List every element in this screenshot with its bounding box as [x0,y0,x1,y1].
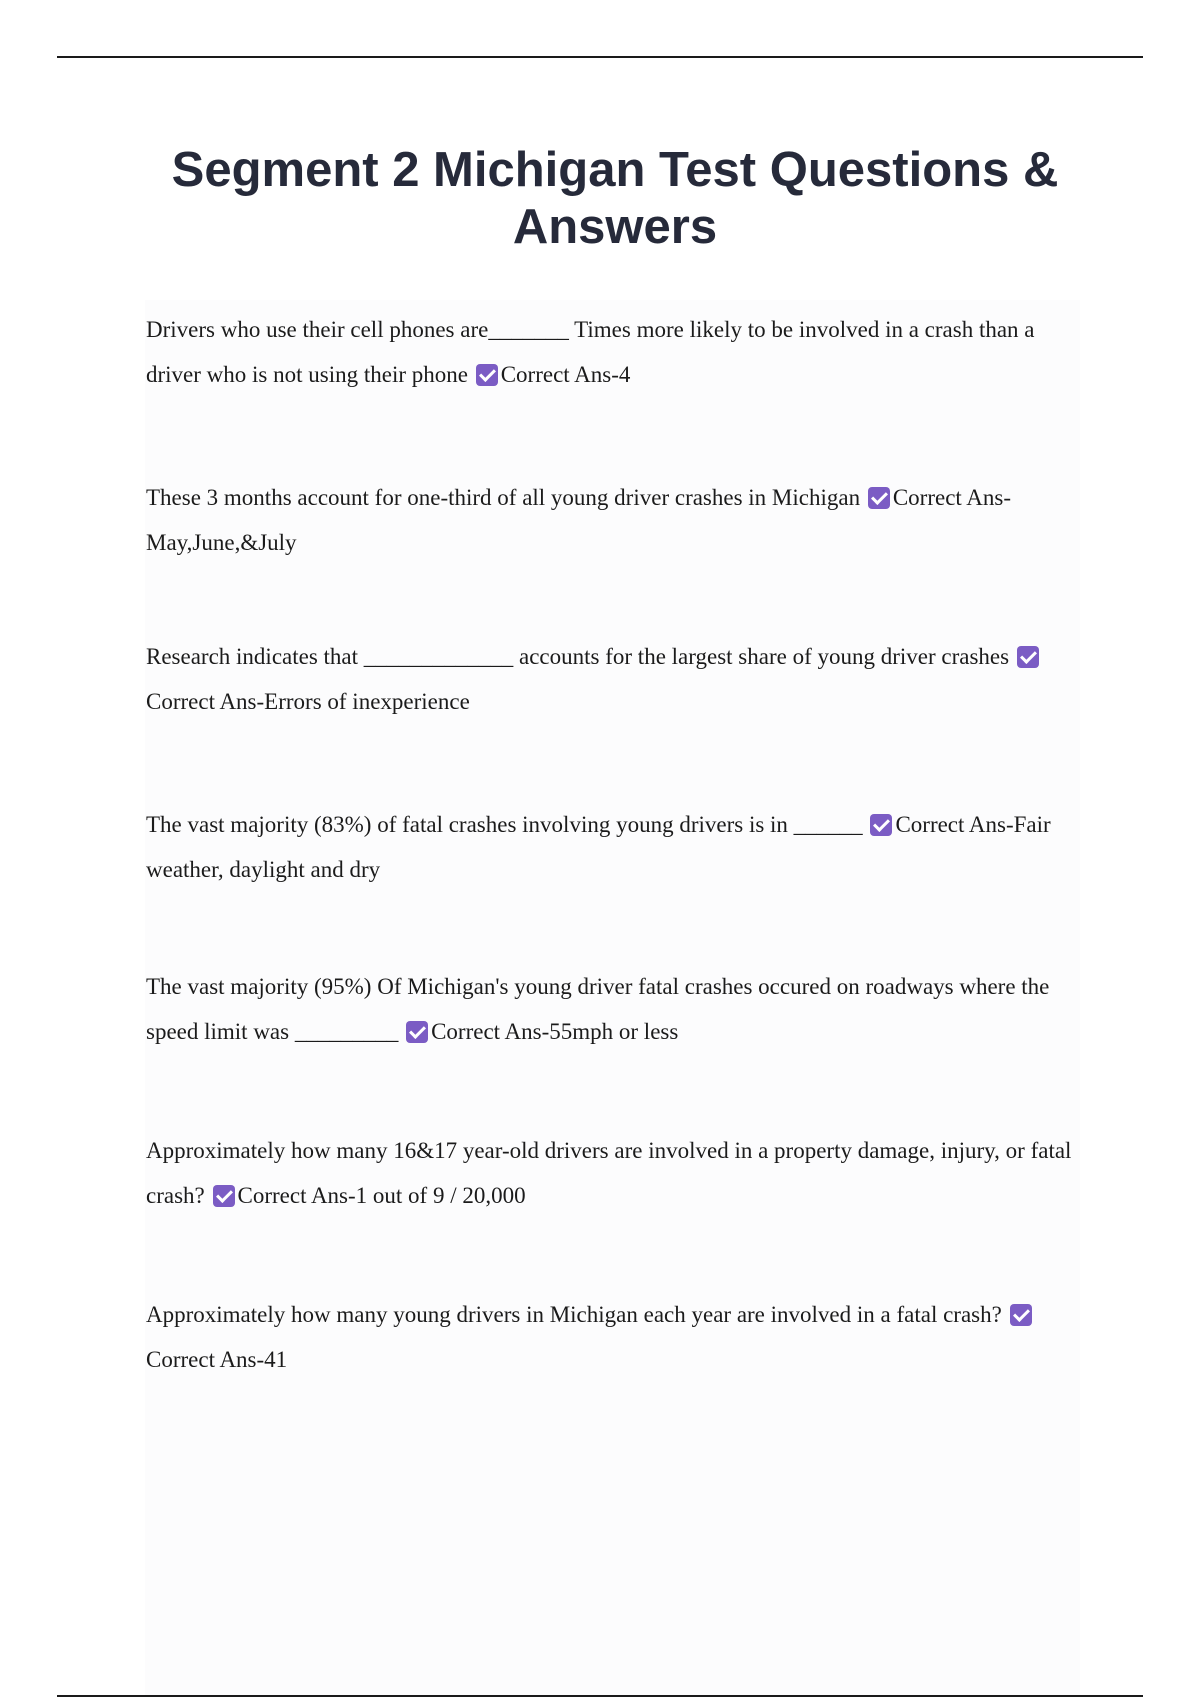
checkbox-checked-icon [1017,646,1039,668]
qa-item [146,475,1082,565]
answer-text: Correct Ans-May,June,&July [146,485,1011,555]
checkbox-checked-icon [476,364,498,386]
qa-item [146,1128,1082,1218]
answer-text: Correct Ans-Errors of inexperience [146,689,470,714]
question-text: Approximately how many young drivers in Michigan each year are involved in a fatal crash? [146,1302,1002,1327]
page-title: Segment 2 Michigan Test Questions & Answers [171,143,1059,254]
question-text: Research indicates that _____________ accounts for the largest share of young driver crashes [146,644,1010,669]
top-rule [57,56,1143,58]
answer-text: Correct Ans-1 out of 9 / 20,000 [237,1183,526,1208]
answer-text: Correct Ans-41 [146,1347,288,1372]
checkbox-checked-icon [213,1185,235,1207]
question-text: Approximately how many 16&17 year-old drivers are involved in a property damage, injury, or fatal crash? [146,1138,1072,1208]
qa-item [146,1292,1082,1382]
bottom-rule [57,1695,1143,1697]
qa-item [146,802,1082,892]
question-text: The vast majority (83%) of fatal crashes involving young drivers is in ______ [146,812,863,837]
checkbox-checked-icon [1010,1304,1032,1326]
question-text: These 3 months account for one-third of all young driver crashes in Michigan [146,485,861,510]
qa-item [146,634,1082,724]
checkbox-checked-icon [870,814,892,836]
qa-item [146,964,1082,1054]
checkbox-checked-icon [868,487,890,509]
qa-item [146,307,1082,397]
answer-text: Correct Ans-Fair weather, daylight and dry [146,812,1051,882]
checkbox-checked-icon [406,1021,428,1043]
answer-text: Correct Ans-55mph or less [431,1019,679,1044]
question-text: The vast majority (95%) Of Michigan's young driver fatal crashes occured on roadways where the speed limit was _________ [146,974,1050,1044]
answer-text: Correct Ans-4 [500,362,631,387]
question-text: Drivers who use their cell phones are_______ Times more likely to be involved in a crash than a driver who is not using their phone [146,317,1035,387]
